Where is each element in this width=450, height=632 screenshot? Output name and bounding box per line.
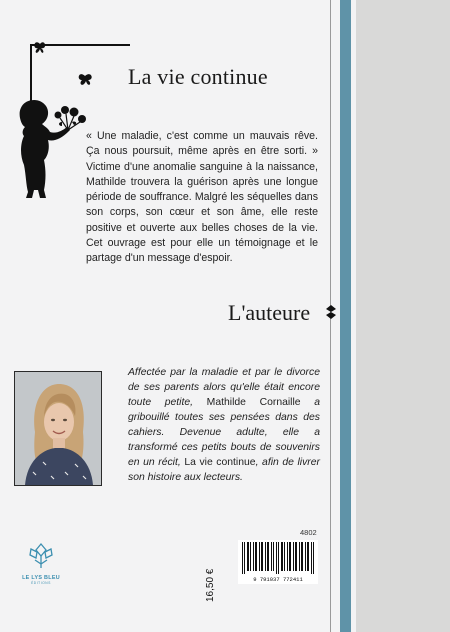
author-bio <box>128 366 320 486</box>
stripe-gap <box>351 0 356 632</box>
publisher-logo <box>24 542 58 590</box>
book-spine <box>356 0 450 632</box>
synopsis-line: Cet ouvrage est pour elle un témoignage et le <box>86 236 318 249</box>
bio-part: Affectée par la maladie et par le divorce de ses parents alors qu'elle était encore toute petite, <box>128 367 320 408</box>
author-heading: L'auteure <box>228 300 311 325</box>
bio-book-title: La vie continue <box>184 456 256 468</box>
product-code: 4802 <box>300 528 317 537</box>
synopsis-line: positive et ouverte aux belles choses de la vie. <box>86 221 318 234</box>
synopsis-line: Victime d'une anomalie sanguine à la naissance, <box>86 160 318 173</box>
synopsis <box>86 129 318 266</box>
synopsis-line: « Une maladie, c'est comme un mauvais rêve. <box>86 130 318 142</box>
barcode-bars <box>238 540 318 576</box>
teal-stripe <box>340 0 351 632</box>
book-title: La vie continue <box>128 64 268 89</box>
synopsis-line: Mathilde trouvera la guérison après une longue <box>86 175 318 188</box>
barcode <box>238 540 318 584</box>
author-photo <box>14 371 102 486</box>
bio-part: , afin de livrer son histoire aux lecteurs. <box>128 456 320 483</box>
synopsis-line: Ça nous poursuit, même après en être sorti. » <box>86 145 318 158</box>
synopsis-line: partage d'un message d'espoir. <box>86 252 233 264</box>
publisher-name: LE LYS BLEU <box>22 575 60 581</box>
synopsis-line: dans son corps, son cœur et son âme, elle reste <box>86 191 318 219</box>
bio-part: a gribouillé toutes ses pensées dans des cahiers. Devenue adulte, elle a transformé ces petits bouts de souvenirs en un récit, <box>128 396 320 468</box>
author-portrait-image <box>15 372 101 485</box>
publisher-sub: ÉDITIONS <box>31 581 51 585</box>
ornament-icon <box>326 305 336 319</box>
lily-icon <box>24 542 58 570</box>
author-name: Mathilde Cornaille <box>206 396 301 408</box>
barcode-number: 9 791037 772411 <box>253 576 303 583</box>
price: 16,50 € <box>205 568 216 602</box>
synopsis-line: période de souffrance. Malgré les séquelles <box>86 191 292 203</box>
